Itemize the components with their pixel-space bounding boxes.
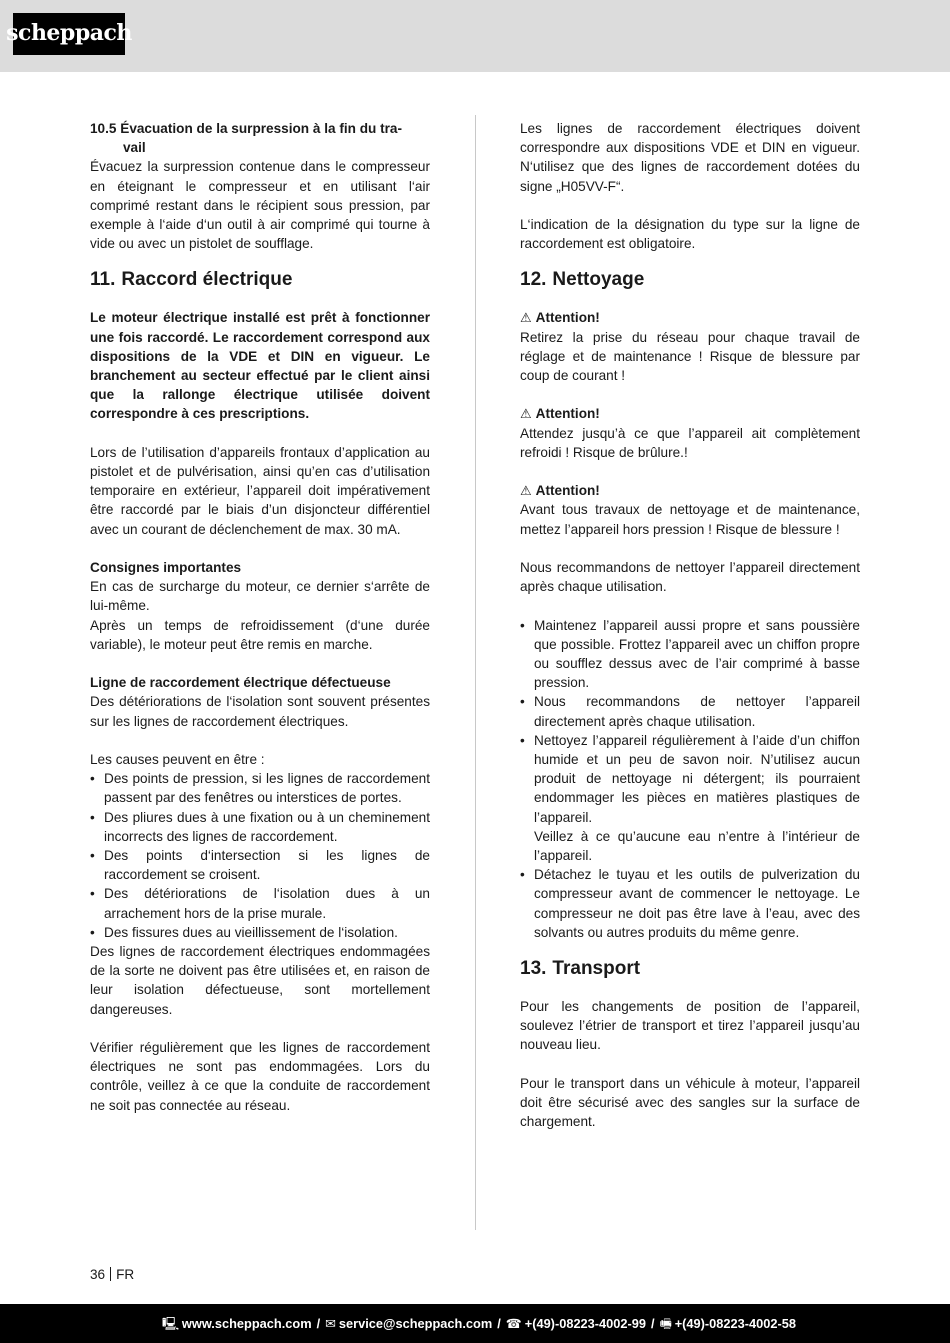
verification-paragraph: Vérifier régulièrement que les lignes de raccordement électriques ne sont pas endommagées. Lors du contrôle, veillez à ce que la conduite de raccordement ne soit pas connectée au réseau.: [90, 1040, 430, 1113]
attention-heading-2: [520, 404, 860, 423]
footer-bar: 🖳 www.scheppach.com / ✉ service@scheppach.com / ☎ +(49)-08223-4002-99 / 🖷 +(49)-08223-4002-58: [0, 1304, 950, 1343]
section-13-title: Transport: [552, 958, 641, 980]
fax-icon: 🖷: [659, 1315, 672, 1331]
attention-text-1: Retirez la prise du réseau pour chaque travail de réglage et de maintenance ! Risque de blessure par coup de courant !: [520, 329, 860, 384]
section-10-5-title-line2: vail: [123, 140, 146, 156]
causes-list: [90, 769, 430, 942]
page-number: [90, 1265, 134, 1284]
ligne-defectueuse-heading: Ligne de raccordement électrique défectueuse: [90, 675, 391, 691]
fax-number: +(49)-08223-4002-58: [674, 1315, 796, 1331]
mail-icon: ✉: [325, 1315, 336, 1331]
causes-consequence: Des lignes de raccordement électriques endommagées de la sorte ne doivent pas être utilisées et, en raison de leur isolation défectueuse, sont mortellement dangereuses.: [90, 944, 430, 1017]
attention-heading-3: [520, 481, 860, 500]
warning-icon: ⚠: [520, 483, 532, 499]
phone-icon: ☎: [505, 1315, 522, 1331]
consignes-paragraph-2: Après un temps de refroidissement (d‘une durée variable), le moteur peut être remis en marche.: [90, 617, 430, 652]
consignes-paragraph-1: En cas de surcharge du moteur, ce dernier s‘arrête de lui-même.: [90, 579, 430, 614]
section-11-title: Raccord électrique: [121, 269, 293, 291]
list-item-text: Nettoyez l’appareil régulièrement à l’aide d’un chiffon humide et un peu de savon noir. N’utilisez aucun produit de nettoyage ni détergent; ils pourraient endommager les pièces en matières plastiques de l’appareil.: [534, 732, 860, 825]
brand-logo: scheppach: [13, 13, 125, 55]
section-10-5-title-line1: Évacuation de la surpression à la fin du tra-: [120, 121, 403, 136]
transport-paragraph-2: Pour le transport dans un véhicule à moteur, l’appareil doit être sécurisé avec des sangles sur la surface de chargement.: [520, 1075, 860, 1130]
list-item: • Des fissures dues au vieillissement de l‘isolation.: [90, 923, 430, 942]
left-column: [90, 119, 430, 1115]
list-item: • Nous recommandons de nettoyer l’appareil directement après chaque utilisation.: [520, 692, 860, 730]
transport-paragraph-1: Pour les changements de position de l’appareil, soulevez l’étrier de transport et tirez l’appareil jusqu’au nouveau lieu.: [520, 999, 860, 1053]
list-item: [520, 731, 860, 865]
computer-icon: 🖳: [161, 1315, 179, 1331]
designation-paragraph: L‘indication de la désignation du type sur la ligne de raccordement est obligatoire.: [520, 217, 860, 252]
language-code: FR: [116, 1267, 135, 1282]
attention-label: Attention!: [535, 310, 600, 326]
right-column: [520, 119, 860, 1131]
attention-text-2: Attendez jusqu’à ce que l’appareil ait complètement refroidi ! Risque de brûlure.!: [520, 425, 860, 460]
section-11-number: 11.: [90, 269, 116, 291]
website-link[interactable]: www.scheppach.com: [181, 1315, 312, 1331]
list-item: • Des pliures dues à une fixation ou à un cheminement incorrects des lignes de raccordement.: [90, 808, 430, 846]
attention-text-3: Avant tous travaux de nettoyage et de maintenance, mettez l’appareil hors pression ! Risque de blessure !: [520, 502, 860, 537]
email-link[interactable]: service@scheppach.com: [338, 1315, 493, 1331]
section-13-number: 13.: [520, 958, 547, 980]
ligne-defectueuse-paragraph: Des détériorations de l‘isolation sont souvent présentes sur les lignes de raccordement électriques.: [90, 694, 430, 729]
header-band: [0, 0, 950, 72]
cleaning-list: [520, 616, 860, 942]
attention-heading-1: [520, 308, 860, 327]
lignes-raccordement-paragraph: Les lignes de raccordement électriques doivent correspondre aux dispositions VDE et DIN en vigueur. N‘utilisez que des lignes de raccordement dotées du signe „H05VV-F“.: [520, 121, 860, 194]
causes-intro: Les causes peuvent en être :: [90, 752, 265, 768]
phone-number: +(49)-08223-4002-99: [524, 1315, 647, 1331]
list-item: • Maintenez l’appareil aussi propre et sans poussière que possible. Frottez l’appareil avec un chiffon propre ou soufflez dessus avec de l’air comprimé à basse pression.: [520, 616, 860, 693]
list-item: • Des points d‘intersection si les lignes de raccordement se croisent.: [90, 846, 430, 884]
attention-label: Attention!: [535, 483, 600, 499]
section-11-heading: [90, 268, 430, 292]
warning-icon: ⚠: [520, 310, 532, 326]
section-12-title: Nettoyage: [552, 269, 645, 291]
section-12-number: 12.: [520, 269, 547, 291]
list-item: • Des détériorations de l‘isolation dues à un arrachement hors de la prise murale.: [90, 884, 430, 922]
attention-label: Attention!: [535, 406, 600, 422]
recommendation-paragraph: Nous recommandons de nettoyer l’appareil directement après chaque utilisation.: [520, 560, 860, 595]
section-10-5-heading: [90, 119, 430, 138]
section-11-paragraph-2: Lors de l’utilisation d’appareils frontaux d’application au pistolet et de pulvérisation, ainsi qu’en cas d’utilisation temporaire en extérieur, l’appareil doit impérativement être raccordé par le biais d’un disjoncteur différentiel avec un courant de déclenchement de max. 30 mA.: [90, 444, 430, 537]
section-10-5-text: Évacuez la surpression contenue dans le compresseur en éteignant le compresseur et en utilisant l‘air comprimé restant dans le récipient sous pression, par exemple à l‘aide d‘un outil à air comprimé qui tourne à vide ou avec un pistolet de soufflage.: [90, 159, 430, 252]
section-10-5-number: 10.5: [90, 121, 117, 136]
page-number-value: 36: [90, 1267, 106, 1282]
list-item: • Détachez le tuyau et les outils de pulverization du compresseur avant de commencer le nettoyage. Le compresseur ne doit pas être lave à l’eau, avec des solvants ou autres produits du même genre.: [520, 865, 860, 942]
section-11-bold-paragraph: Le moteur électrique installé est prêt à fonctionner une fois raccordé. Le raccordement correspond aux dispositions de la VDE et DIN en vigueur. Le branchement au secteur effectué par le client ainsi que la rallonge électrique utilisée doivent correspondre à ces prescriptions.: [90, 310, 430, 422]
list-item-extra-text: Veillez à ce qu’aucune eau n’entre à l’intérieur de l’appareil.: [534, 828, 860, 864]
column-divider: [475, 115, 476, 1230]
list-item: • Des points de pression, si les lignes de raccordement passent par des fenêtres ou interstices de portes.: [90, 769, 430, 807]
consignes-heading: Consignes importantes: [90, 560, 242, 576]
section-13-heading: [520, 957, 860, 981]
warning-icon: ⚠: [520, 406, 532, 422]
section-12-heading: [520, 268, 860, 292]
